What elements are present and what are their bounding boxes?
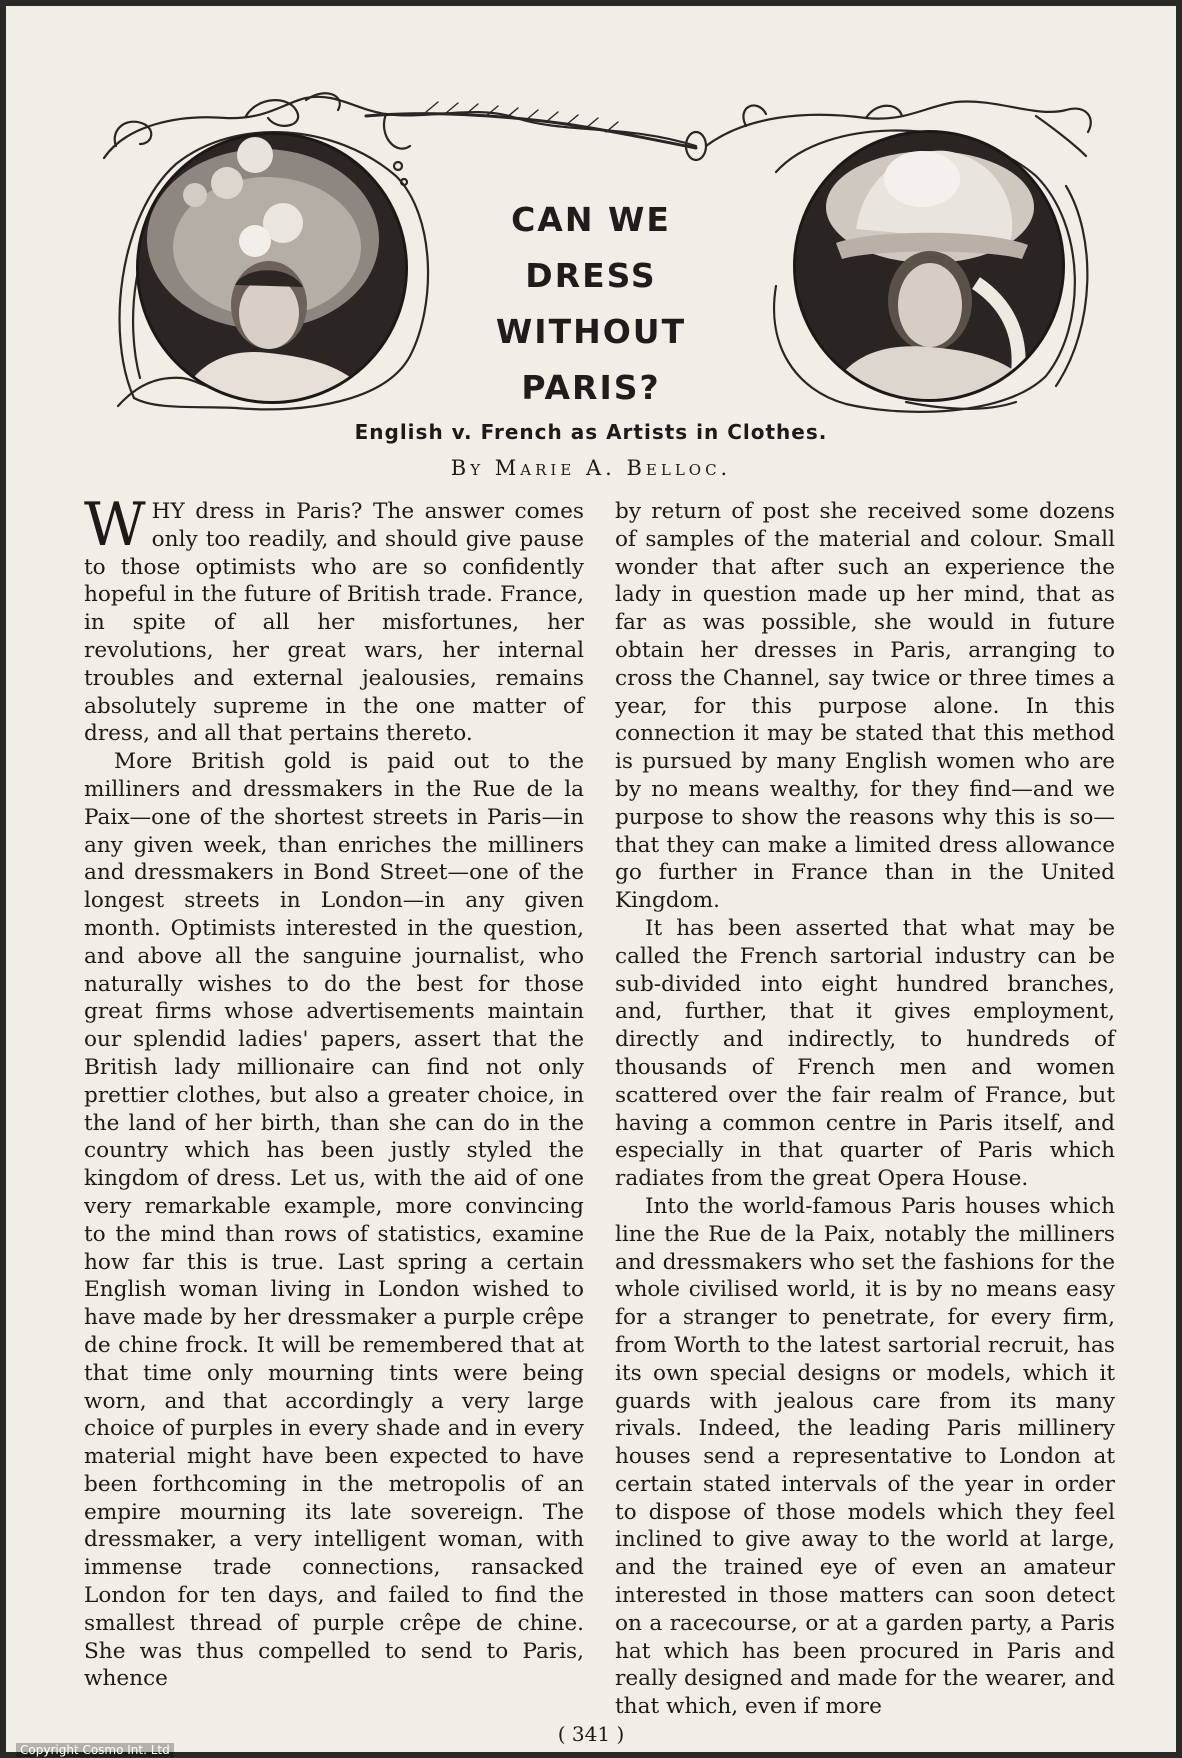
page-number: ( 341 ) [557,1722,625,1746]
paragraph: by return of post she received some dozens of samples of the material and colour. Small wonder that after such an experience the lady in question made up her mind, that as far as was possible, she would in future obtain her dresses in Paris, arranging to cross the Channel, say twice or three times a year, for this purpose alone. In this connection it may be stated that this method is pursued by many English women who are by no means wealthy, for they find—and we purpose to show the reasons why this is so—that they can make a limited dress allowance go further in France than in the United Kingdom. [615,499,1115,914]
text-column-left [84,490,584,1693]
paragraph-text: HY dress in Paris? The answer comes only too readily, and should give pause to those optimists who are so confidently hopeful in the future of British trade. France, in spite of all her misfortunes, her revolutions, her great wars, her internal troubles and external jealousies, remains absolutely supreme in the one matter of dress, and all that pertains thereto. [84,499,584,747]
paragraph: It has been asserted that what may be called the French sartorial industry can be sub-divided into eight hundred branches, and, further, that it gives employment, directly and indirectly, to hundreds of thousands of French men and women scattered over the fair realm of France, but having a common centre in Paris itself, and especially in that quarter of Paris which radiates from the great Opera House. [615,915,1115,1192]
title-line-2: DRESS [525,256,657,295]
portrait-woman-feathered-hat [793,130,1065,402]
title-line-4: PARIS? [521,368,661,407]
text-column-right [615,498,1115,1721]
title-line-1: CAN WE [511,200,671,239]
copyright-notice: Copyright Cosmo Int. Ltd [16,1743,174,1757]
article-title [436,192,746,416]
portrait-left-drawing [139,135,405,401]
portrait-right-drawing [796,133,1062,399]
title-line-3: WITHOUT [495,312,687,351]
drop-cap: W [84,490,146,560]
masthead [6,6,1176,436]
paragraph [84,490,584,748]
paragraph: More British gold is paid out to the milliners and dressmakers in the Rue de la Paix—one of the shortest streets in Paris—in any given week, than enriches the milliners and dressmakers in Bond Street—one of the longest streets in London—in any given month. Optimists interested in the question, and above all the sanguine journalist, who naturally wishes to do the best for those great firms whose advertisements maintain our splendid ladies' papers, assert that the British lady millionaire can find not only prettier clothes, but also a greater choice, in the land of her birth, than she can do in the country which has been justly styled the kingdom of dress. Let us, with the aid of one very remarkable example, more convincing to the mind than rows of statistics, examine how far this is true. Last spring a certain English woman living in London wished to have made by her dressmaker a purple crêpe de chine frock. It will be remembered that at that time only mourning tints were being worn, and that accordingly a very large choice of purples in every shade and in every material might have been expected to have been forthcoming in the metropolis of an empire mourning its late sovereign. The dressmaker, a very intelligent woman, with immense trade connections, ransacked London for ten days, and failed to find the smallest thread of purple crêpe de chine. She was thus compelled to send to Paris, whence [84,749,584,1692]
portrait-woman-flowered-hat [136,132,408,404]
article-subtitle: English v. French as Artists in Clothes. [354,420,828,444]
author-byline: By Marie A. Belloc. [450,456,732,480]
paragraph: Into the world-famous Paris houses which line the Rue de la Paix, notably the milliners and dressmakers who set the fashions for the whole civilised world, it is by no means easy for a stranger to penetrate, for every firm, from Worth to the latest sartorial recruit, has its own special designs or models, which it guards with jealous care from its many rivals. Indeed, the leading Paris millinery houses send a representative to London at certain stated intervals of the year in order to dispose of those models which they feel inclined to give away to the world at large, and the trained eye of even an amateur interested in those matters can soon detect on a racecourse, or at a garden party, a Paris hat which has been procured in Paris and really designed and made for the wearer, and that which, even if more [615,1193,1115,1720]
